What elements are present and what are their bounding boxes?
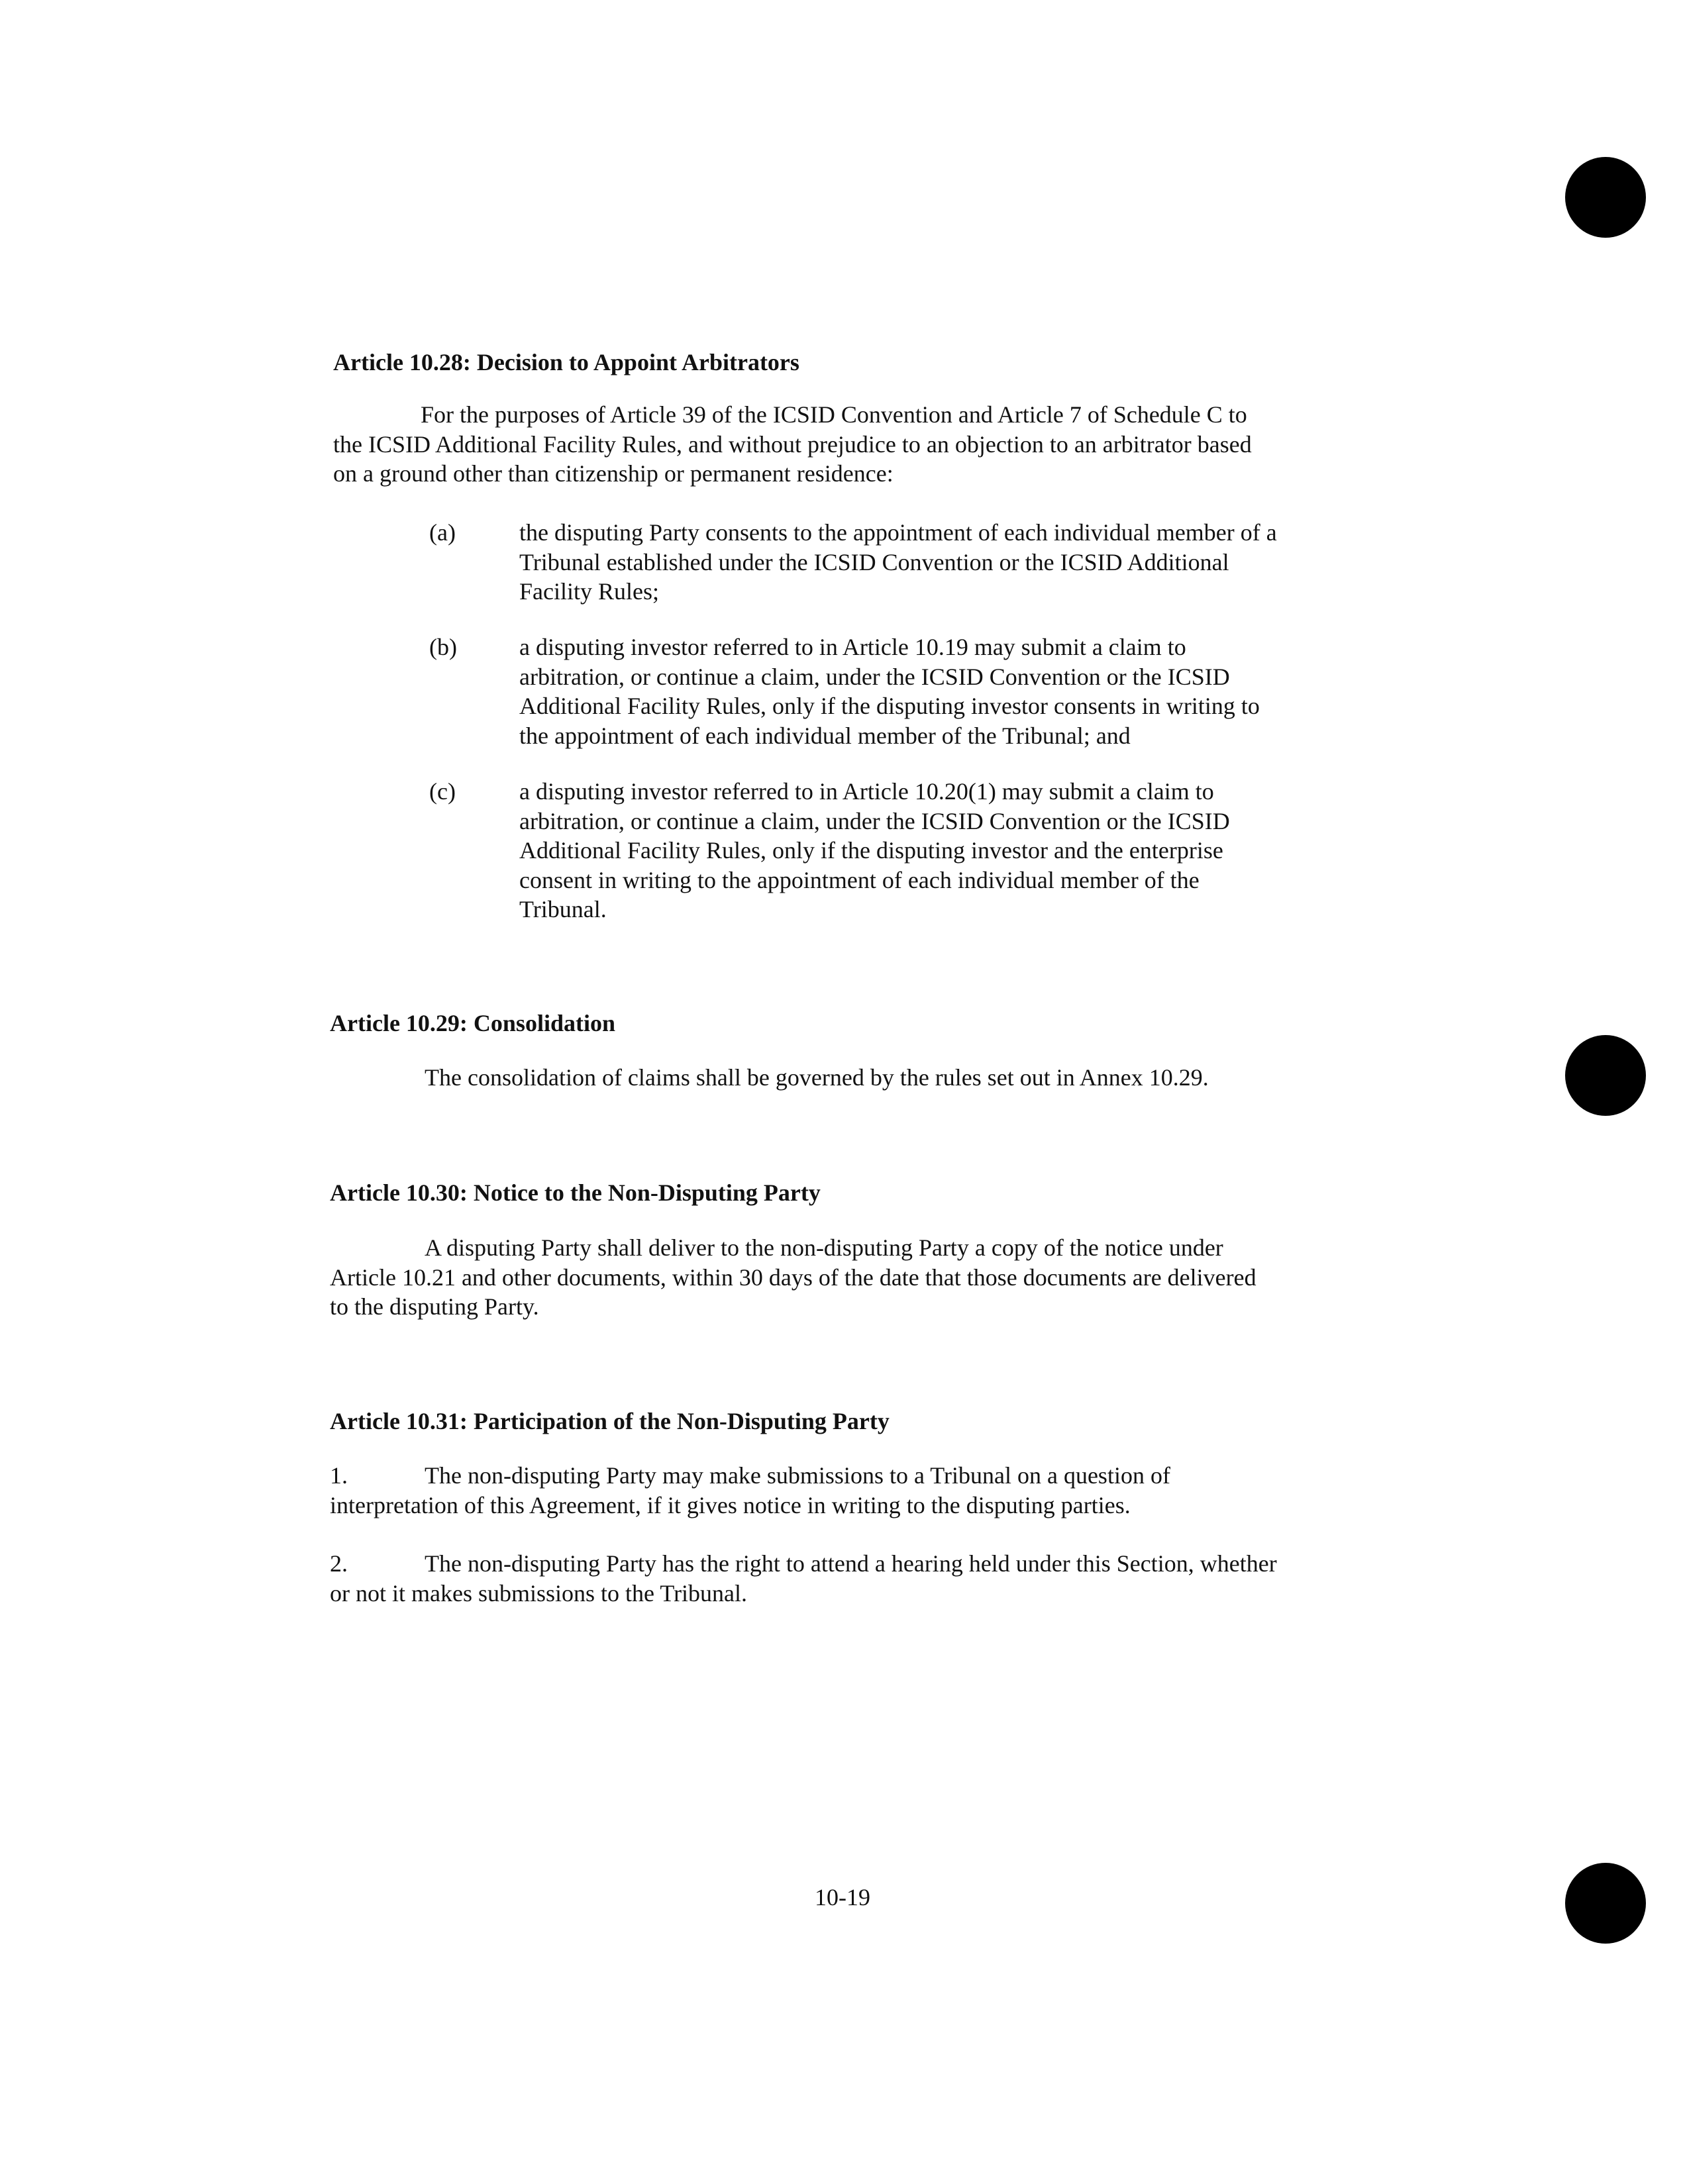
text-line: the disputing Party consents to the appointment of each individual member of a xyxy=(519,519,1277,546)
article-10-28-intro xyxy=(333,400,1366,489)
punch-hole-middle xyxy=(1565,1035,1646,1116)
page-number: 10-19 xyxy=(815,1884,870,1911)
article-10-31-paragraph-1 xyxy=(330,1461,1370,1520)
paragraph-number-1: 1. xyxy=(330,1462,348,1489)
text-line: a disputing investor referred to in Article 10.19 may submit a claim to xyxy=(519,634,1186,660)
text-line: The non-disputing Party may make submissions to a Tribunal on a question of xyxy=(425,1462,1170,1489)
text-line: Tribunal. xyxy=(519,896,607,922)
article-10-31-heading: Article 10.31: Participation of the Non-Disputing Party xyxy=(330,1408,890,1434)
text-line: The consolidation of claims shall be governed by the rules set out in Annex 10.29. xyxy=(425,1064,1209,1091)
item-marker-a: (a) xyxy=(429,519,456,546)
article-10-31-paragraph-2 xyxy=(330,1549,1370,1608)
article-10-29-heading: Article 10.29: Consolidation xyxy=(330,1010,615,1036)
article-10-29-text xyxy=(425,1063,1365,1093)
text-line: interpretation of this Agreement, if it gives notice in writing to the disputing parties. xyxy=(330,1491,1131,1518)
article-10-30-heading: Article 10.30: Notice to the Non-Disputing Party xyxy=(330,1179,821,1206)
article-10-30-text xyxy=(330,1233,1370,1322)
text-line: the ICSID Additional Facility Rules, and without prejudice to an objection to an arbitrator based xyxy=(333,430,1252,458)
item-marker-b: (b) xyxy=(429,634,457,660)
item-a-text xyxy=(519,518,1380,607)
text-line: Additional Facility Rules, only if the disputing investor and the enterprise xyxy=(519,837,1223,864)
text-line: a disputing investor referred to in Article 10.20(1) may submit a claim to xyxy=(519,778,1214,805)
text-line: to the disputing Party. xyxy=(330,1293,539,1320)
text-line: arbitration, or continue a claim, under the ICSID Convention or the ICSID xyxy=(519,807,1230,834)
text-line: or not it makes submissions to the Tribunal. xyxy=(330,1579,748,1607)
text-line: the appointment of each individual member of the Tribunal; and xyxy=(519,722,1131,749)
text-line: consent in writing to the appointment of each individual member of the xyxy=(519,866,1200,893)
punch-hole-top xyxy=(1565,157,1646,238)
item-c-text xyxy=(519,777,1380,924)
text-line: A disputing Party shall deliver to the non-disputing Party a copy of the notice under xyxy=(425,1234,1223,1261)
text-line: The non-disputing Party has the right to attend a hearing held under this Section, whether xyxy=(425,1550,1277,1577)
text-line: Additional Facility Rules, only if the disputing investor consents in writing to xyxy=(519,693,1260,719)
text-line: on a ground other than citizenship or permanent residence: xyxy=(333,460,894,487)
item-b-text xyxy=(519,632,1380,750)
item-marker-c: (c) xyxy=(429,778,456,805)
text-line: arbitration, or continue a claim, under the ICSID Convention or the ICSID xyxy=(519,663,1230,690)
text-line: For the purposes of Article 39 of the ICSID Convention and Article 7 of Schedule C to xyxy=(421,401,1247,428)
article-10-28-heading: Article 10.28: Decision to Appoint Arbitrators xyxy=(333,349,799,375)
paragraph-number-2: 2. xyxy=(330,1550,348,1577)
text-line: Article 10.21 and other documents, within 30 days of the date that those documents are delivered xyxy=(330,1264,1256,1291)
text-line: Tribunal established under the ICSID Convention or the ICSID Additional xyxy=(519,548,1229,575)
text-line: Facility Rules; xyxy=(519,578,659,605)
